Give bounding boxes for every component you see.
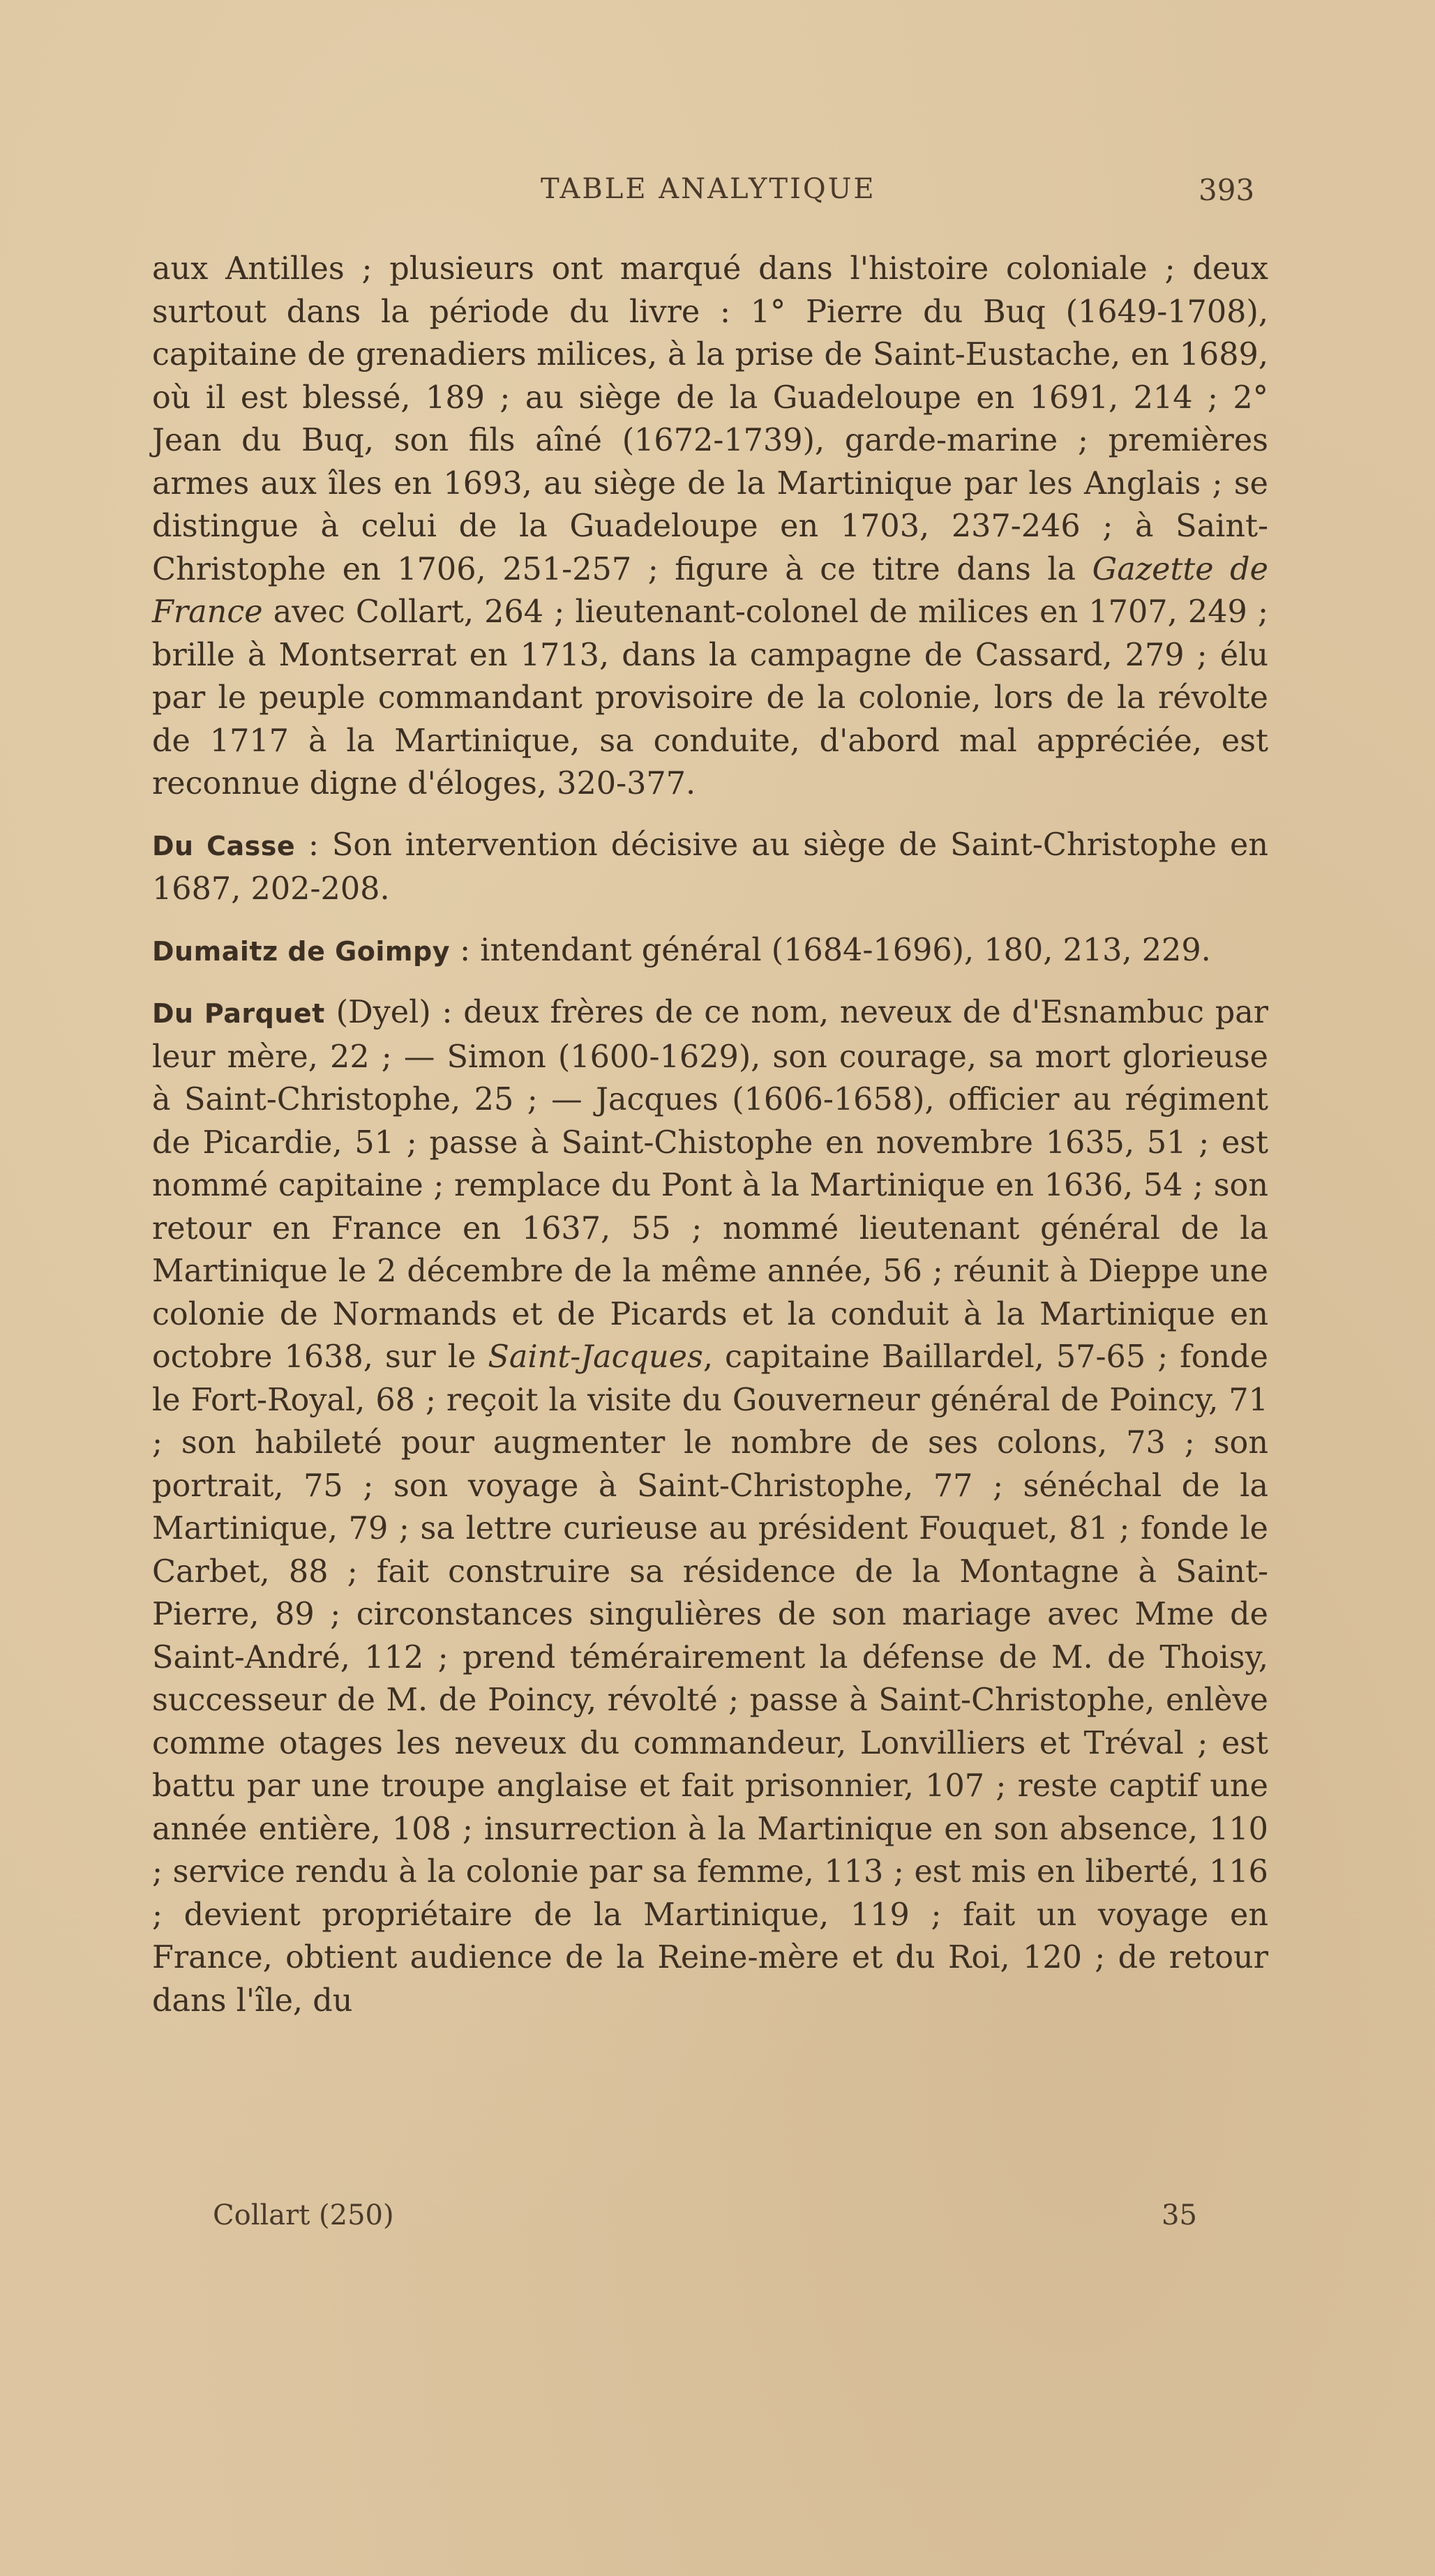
entry-text: : intendant général (1684-1696), 180, 213, 229. (460, 932, 1211, 968)
page-footer (0, 2199, 1435, 2241)
entry-text-after: , capitaine Baillardel, 57-65 ; fonde le Fort-Royal, 68 ; reçoit la visite du Gouverneur général de Poincy, 71 ; son habileté pour augmenter le nombre de ses colons, 73 ; son portrait, 75 ; son voyage à Saint-Christophe, 77 ; sénéchal de la Martinique, 79 ; sa lettre curieuse au président Fouquet, 81 ; fonde le Carbet, 88 ; fait construire sa résidence de la Montagne à Saint-Pierre, 89 ; circonstances singulières de son mariage avec Mme de Saint-André, 112 ; prend témérairement la défense de M. de Thoisy, successeur de M. de Poincy, révolté ; passe à Saint-Christophe, enlève comme otages les neveux du commandeur, Lonvilliers et Tréval ; est battu par une troupe anglaise et fait prisonnier, 107 ; reste captif une année entière, 108 ; insurrection à la Martinique en son absence, 110 ; service rendu à la colonie par sa femme, 113 ; est mis en liberté, 116 ; devient propriétaire de la Martinique, 119 ; fait un voyage en France, obtient audience de la Reine-mère et du Roi, 120 ; de retour dans l'île, du (152, 1339, 1268, 2019)
index-body (152, 248, 1268, 2040)
index-entry-du-parquet (152, 991, 1268, 2022)
index-entry-du-casse (152, 824, 1268, 911)
entry-italic-title: Saint-Jacques (488, 1339, 703, 1375)
entry-italic-title: Gazette de France (152, 551, 1268, 630)
running-head (0, 173, 1435, 215)
sheet-number: 35 (1162, 2199, 1197, 2231)
page-number: 393 (1199, 173, 1255, 207)
running-title: TABLE ANALYTIQUE (541, 173, 876, 205)
index-entry-dumaitz-de-goimpy (152, 929, 1268, 974)
entry-text: aux Antilles ; plusieurs ont marqué dans l'histoire coloniale ; deux surtout dans la période du livre : 1° Pierre du Buq (1649-1708), capitaine de grenadiers milices, à la prise de Saint-Eustache, en 1689, où il est blessé, 189 ; au siège de la Guadeloupe en 1691, 214 ; 2° Jean du Buq, son fils aîné (1672-1739), garde-marine ; premières armes aux îles en 1693, au siège de la Martinique par les Anglais ; se distingue à celui de la Guadeloupe en 1703, 237-246 ; à Saint-Christophe en 1706, 251-257 ; figure à ce titre dans la (152, 251, 1268, 587)
entry-headword: Dumaitz de Goimpy (152, 935, 450, 967)
index-entry-continuation (152, 248, 1268, 806)
entry-text: (Dyel) : deux frères de ce nom, neveux de d'Esnambuc par leur mère, 22 ; — Simon (1600-1629), son courage, sa mort glorieuse à Saint-Christophe, 25 ; — Jacques (1606-1658), officier au régiment de Picardie, 51 ; passe à Saint-Chistophe en novembre 1635, 51 ; est nommé capitaine ; remplace du Pont à la Martinique en 1636, 54 ; son retour en France en 1637, 55 ; nommé lieutenant général de la Martinique le 2 décembre de la même année, 56 ; réunit à Dieppe une colonie de Normands et de Picards et la conduit à la Martinique en octobre 1638, sur le (152, 995, 1268, 1375)
entry-text-after: avec Collart, 264 ; lieutenant-colonel de milices en 1707, 249 ; brille à Montserrat en 1713, dans la campagne de Cassard, 279 ; élu par le peuple commandant provisoire de la colonie, lors de la révolte de 1717 à la Martinique, sa conduite, d'abord mal appréciée, est reconnue digne d'éloges, 320-377. (152, 594, 1268, 801)
entry-headword: Du Casse (152, 830, 296, 861)
printer-signature: Collart (250) (213, 2199, 394, 2231)
entry-text: : Son intervention décisive au siège de Saint-Christophe en 1687, 202-208. (152, 827, 1268, 907)
entry-headword: Du Parquet (152, 998, 325, 1029)
